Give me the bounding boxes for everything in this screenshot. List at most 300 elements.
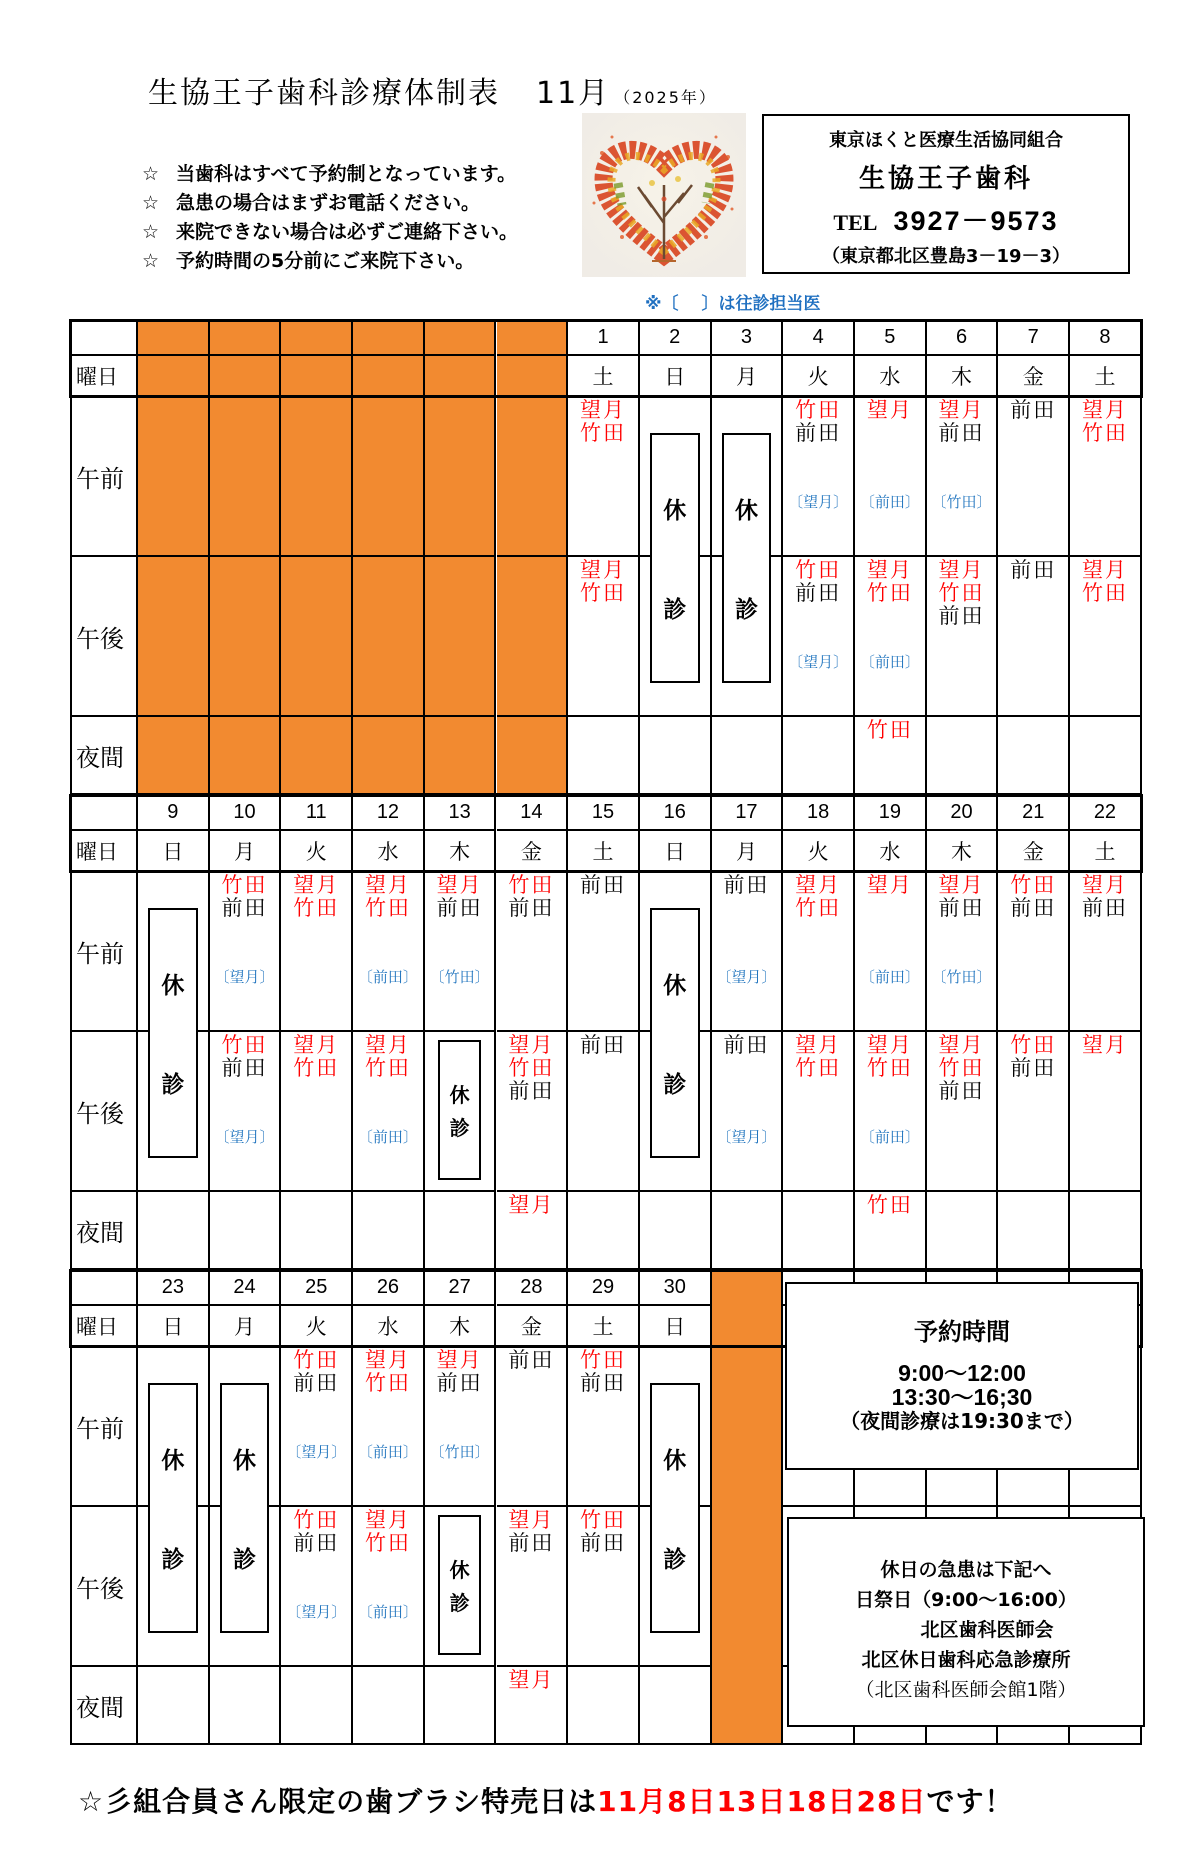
doctor-name: 前田 (580, 1033, 627, 1057)
closed-day-box (148, 908, 198, 1158)
weekday-cell: 土 (568, 831, 640, 872)
weekday-cell: 金 (497, 1306, 569, 1347)
blank-day-cell (210, 320, 282, 356)
slot-am[interactable] (353, 1347, 425, 1507)
blank-day-cell (425, 717, 497, 795)
date-cell: 23 (138, 1270, 210, 1306)
weekday-cell: 日 (640, 1306, 712, 1347)
doctor-name: 望月 (364, 1033, 411, 1057)
blank-day-cell (712, 1270, 784, 1745)
slot-night[interactable] (855, 717, 927, 795)
slot-pm[interactable] (783, 557, 855, 717)
blank-day-cell (497, 717, 569, 795)
weekday-cell: 木 (425, 1306, 497, 1347)
doctor-name: 前田 (293, 1531, 340, 1555)
doctor-name: 竹田 (580, 1508, 627, 1532)
date-cell: 13 (425, 795, 497, 831)
closed-label: 休 (663, 973, 687, 999)
notice-item: ☆ 来院できない場合は必ずご連絡下さい。 (142, 218, 518, 247)
doctor-name: 前田 (1010, 558, 1057, 582)
row-label: 午前 (70, 872, 138, 1032)
slot-am[interactable] (927, 397, 999, 557)
weekday-cell: 水 (855, 356, 927, 397)
row-label: 午後 (70, 1507, 138, 1667)
weekday-cell: 木 (927, 356, 999, 397)
clinic-address: （東京都北区豊島3－19－3） (821, 246, 1071, 267)
blank-day-cell (138, 717, 210, 795)
closed-label: 診 (663, 1547, 687, 1573)
closed-label: 休 (449, 1558, 470, 1582)
closed-day-box (722, 433, 772, 683)
tel-label: TEL (833, 210, 878, 235)
page-title: 生協王子歯科診療体制表 11月 （2025年） (148, 76, 717, 111)
slot-am[interactable] (497, 872, 569, 1032)
doctor-name: 前田 (221, 896, 268, 920)
slot-pm[interactable] (281, 1507, 353, 1667)
blank-day-cell (497, 356, 569, 397)
doctor-name: 望月 (866, 398, 913, 422)
slot-pm[interactable] (497, 1507, 569, 1667)
weekday-cell: 日 (640, 356, 712, 397)
notice-item: ☆ 急患の場合はまずお電話ください。 (142, 189, 518, 218)
slot-pm[interactable] (783, 1032, 855, 1192)
weekday-cell: 土 (568, 356, 640, 397)
housecall-doctor: 〔望月〕 (286, 1603, 347, 1621)
blank-day-cell (138, 557, 210, 717)
doctor-name: 望月 (1081, 1033, 1128, 1057)
slot-night[interactable] (855, 1192, 927, 1270)
weekday-cell: 月 (712, 831, 784, 872)
doctor-name: 前田 (938, 421, 985, 445)
weekday-cell: 水 (353, 1306, 425, 1347)
weekday-cell: 火 (281, 831, 353, 872)
doctor-name: 前田 (1081, 896, 1128, 920)
row-label: 曜日 (70, 356, 138, 397)
doctor-name: 望月 (866, 873, 913, 897)
blank-day-cell (353, 717, 425, 795)
closed-label: 休 (734, 498, 758, 524)
doctor-name: 望月 (364, 1348, 411, 1372)
doctor-name: 望月 (364, 1508, 411, 1532)
date-cell: 10 (210, 795, 282, 831)
doctor-name: 竹田 (293, 1056, 340, 1080)
holiday-line: （北区歯科医師会館1階） (855, 1679, 1077, 1701)
doctor-name: 竹田 (1010, 1033, 1057, 1057)
slot-night[interactable] (497, 1192, 569, 1270)
slot-am[interactable] (568, 872, 640, 1032)
blank-day-cell (353, 320, 425, 356)
slot-night[interactable] (568, 1192, 640, 1270)
doctor-name: 前田 (293, 1371, 340, 1395)
closed-label: 診 (449, 1116, 470, 1140)
slot-night[interactable] (927, 1192, 999, 1270)
row-label: 夜間 (70, 717, 138, 795)
slot-night[interactable] (138, 1667, 210, 1745)
sale-dates: 11月8日13日18日28日 (597, 1785, 927, 1818)
closed-day-box (650, 908, 700, 1158)
doctor-name: 前田 (938, 896, 985, 920)
doctor-name: 望月 (1081, 398, 1128, 422)
reservation-hours-am: 9:00～12:00 (898, 1360, 1026, 1386)
weekday-cell: 日 (138, 831, 210, 872)
blank-day-cell (281, 397, 353, 557)
row-label: 夜間 (70, 1667, 138, 1745)
slot-pm[interactable] (210, 1032, 282, 1192)
slot-am[interactable] (281, 872, 353, 1032)
doctor-name: 望月 (938, 398, 985, 422)
housecall-doctor: 〔前田〕 (357, 1443, 418, 1461)
date-cell: 2 (640, 320, 712, 356)
slot-night[interactable] (783, 717, 855, 795)
doctor-name: 竹田 (1010, 873, 1057, 897)
doctor-name: 前田 (580, 1531, 627, 1555)
closed-day-box (220, 1383, 270, 1633)
slot-night[interactable] (783, 1192, 855, 1270)
slot-pm[interactable] (927, 1032, 999, 1192)
doctor-name: 竹田 (866, 718, 913, 742)
date-cell: 1 (568, 320, 640, 356)
slot-night[interactable] (281, 1192, 353, 1270)
slot-am[interactable] (855, 397, 927, 557)
weekday-cell: 水 (353, 831, 425, 872)
slot-night[interactable] (568, 717, 640, 795)
housecall-doctor: 〔前田〕 (859, 653, 920, 671)
doctor-name: 望月 (938, 873, 985, 897)
closed-pm-box (438, 1040, 482, 1180)
doctor-name: 前田 (221, 1056, 268, 1080)
housecall-doctor: 〔前田〕 (859, 968, 920, 986)
date-cell: 20 (927, 795, 999, 831)
slot-am[interactable] (1070, 397, 1142, 557)
date-cell: 5 (855, 320, 927, 356)
holiday-line: 休日の急患は下記へ (880, 1559, 1052, 1581)
date-cell: 25 (281, 1270, 353, 1306)
blank-day-cell (353, 397, 425, 557)
organization-name: 東京ほくと医療生活協同組合 (829, 130, 1063, 151)
blank-day-cell (425, 356, 497, 397)
slot-pm[interactable] (1070, 1032, 1142, 1192)
doctor-name: 前田 (938, 604, 985, 628)
doctor-name: 望月 (795, 1033, 842, 1057)
closed-label: 診 (734, 597, 758, 623)
doctor-name: 竹田 (795, 558, 842, 582)
row-label: 曜日 (70, 831, 138, 872)
blank-day-cell (210, 356, 282, 397)
slot-pm[interactable] (712, 1032, 784, 1192)
doctor-name: 竹田 (508, 1056, 555, 1080)
slot-night[interactable] (1070, 1192, 1142, 1270)
housecall-doctor: 〔竹田〕 (931, 493, 992, 511)
reservation-hours-box (785, 1282, 1139, 1470)
housecall-doctor: 〔望月〕 (788, 653, 849, 671)
doctor-name: 望月 (508, 1193, 555, 1217)
heart-tree-icon (582, 113, 746, 277)
slot-night[interactable] (497, 1667, 569, 1745)
blank-day-cell (497, 557, 569, 717)
slot-pm[interactable] (998, 557, 1070, 717)
slot-pm[interactable] (927, 557, 999, 717)
doctor-name: 竹田 (866, 1193, 913, 1217)
blank-day-cell (497, 320, 569, 356)
closed-label: 診 (663, 597, 687, 623)
blank-day-cell (497, 397, 569, 557)
doctor-name: 竹田 (795, 896, 842, 920)
slot-am[interactable] (568, 397, 640, 557)
slot-am[interactable] (783, 397, 855, 557)
slot-pm[interactable] (998, 1032, 1070, 1192)
star-icon: ☆ (142, 163, 160, 185)
weekday-cell: 土 (1070, 831, 1142, 872)
closed-label: 休 (663, 1448, 687, 1474)
weekday-cell: 火 (783, 356, 855, 397)
doctor-name: 竹田 (1081, 421, 1128, 445)
doctor-name: 竹田 (293, 1508, 340, 1532)
doctor-name: 前田 (1010, 398, 1057, 422)
doctor-name: 前田 (1010, 896, 1057, 920)
slot-pm[interactable] (281, 1032, 353, 1192)
slot-night[interactable] (640, 1667, 712, 1745)
year-label: （2025年） (614, 88, 717, 107)
weekday-cell: 木 (425, 831, 497, 872)
housecall-doctor: 〔竹田〕 (931, 968, 992, 986)
slot-night[interactable] (210, 1667, 282, 1745)
date-cell: 11 (281, 795, 353, 831)
doctor-name: 望月 (293, 873, 340, 897)
date-cell: 15 (568, 795, 640, 831)
doctor-name: 竹田 (364, 896, 411, 920)
doctor-name: 竹田 (293, 1348, 340, 1372)
housecall-doctor: 〔望月〕 (214, 1128, 275, 1146)
doctor-name: 前田 (580, 873, 627, 897)
doctor-name: 竹田 (795, 398, 842, 422)
blank-day-cell (281, 557, 353, 717)
clinic-info-box (762, 114, 1130, 274)
blank-day-cell (210, 717, 282, 795)
weekday-cell: 火 (783, 831, 855, 872)
slot-night[interactable] (998, 1192, 1070, 1270)
date-cell: 21 (998, 795, 1070, 831)
slot-am[interactable] (998, 397, 1070, 557)
slot-pm[interactable] (568, 557, 640, 717)
slot-am[interactable] (568, 1347, 640, 1507)
row-label (70, 1270, 138, 1306)
date-cell: 4 (783, 320, 855, 356)
doctor-name: 望月 (866, 1033, 913, 1057)
housecall-doctor: 〔望月〕 (716, 1128, 777, 1146)
slot-night[interactable] (712, 1192, 784, 1270)
weekday-cell: 土 (1070, 356, 1142, 397)
doctor-name: 望月 (1081, 558, 1128, 582)
blank-day-cell (138, 320, 210, 356)
slot-pm[interactable] (497, 1032, 569, 1192)
date-cell: 8 (1070, 320, 1142, 356)
date-cell: 30 (640, 1270, 712, 1306)
slot-pm[interactable] (855, 557, 927, 717)
doctor-name: 竹田 (580, 1348, 627, 1372)
date-cell: 28 (497, 1270, 569, 1306)
doctor-name: 竹田 (221, 1033, 268, 1057)
blank-day-cell (425, 557, 497, 717)
clinic-phone[interactable]: TEL 3927－9573 (833, 206, 1059, 236)
weekday-cell: 金 (998, 831, 1070, 872)
holiday-line: 北区休日歯科応急診療所 (861, 1649, 1071, 1671)
holiday-line: 日祭日（9:00～16:00） (855, 1589, 1077, 1611)
row-label: 夜間 (70, 1192, 138, 1270)
slot-pm[interactable] (855, 1032, 927, 1192)
doctor-name: 望月 (293, 1033, 340, 1057)
slot-night[interactable] (1070, 717, 1142, 795)
slot-night[interactable] (353, 1192, 425, 1270)
slot-night[interactable] (138, 1192, 210, 1270)
date-cell: 24 (210, 1270, 282, 1306)
slot-am[interactable] (497, 1347, 569, 1507)
blank-day-cell (281, 356, 353, 397)
blank-day-cell (210, 397, 282, 557)
doctor-name: 前田 (508, 1531, 555, 1555)
slot-night[interactable] (640, 717, 712, 795)
slot-night[interactable] (640, 1192, 712, 1270)
blank-day-cell (210, 557, 282, 717)
closed-label: 休 (449, 1083, 470, 1107)
doctor-name: 竹田 (866, 1056, 913, 1080)
housecall-doctor: 〔竹田〕 (429, 1443, 490, 1461)
closed-day-box (650, 433, 700, 683)
housecall-doctor: 〔望月〕 (286, 1443, 347, 1461)
row-label: 曜日 (70, 1306, 138, 1347)
slot-am[interactable] (998, 872, 1070, 1032)
blank-day-cell (281, 320, 353, 356)
date-cell: 9 (138, 795, 210, 831)
housecall-doctor: 〔前田〕 (859, 493, 920, 511)
doctor-name: 前田 (723, 873, 770, 897)
slot-night[interactable] (927, 717, 999, 795)
slot-am[interactable] (425, 872, 497, 1032)
notice-item: ☆ 予約時間の5分前にご来院下さい。 (142, 247, 518, 276)
notice-list (142, 160, 518, 276)
slot-am[interactable] (425, 1347, 497, 1507)
doctor-name: 竹田 (364, 1371, 411, 1395)
slot-pm[interactable] (353, 1032, 425, 1192)
housecall-doctor: 〔前田〕 (357, 1128, 418, 1146)
date-cell: 12 (353, 795, 425, 831)
doctor-name: 前田 (938, 1079, 985, 1103)
weekday-cell: 火 (281, 1306, 353, 1347)
date-cell: 18 (783, 795, 855, 831)
closed-day-box (650, 1383, 700, 1633)
doctor-name: 竹田 (364, 1056, 411, 1080)
doctor-name: 竹田 (580, 581, 627, 605)
weekday-cell: 金 (497, 831, 569, 872)
closed-label: 休 (161, 1448, 185, 1474)
housecall-doctor: 〔望月〕 (788, 493, 849, 511)
housecall-doctor: 〔前田〕 (859, 1128, 920, 1146)
doctor-name: 竹田 (508, 873, 555, 897)
date-cell: 26 (353, 1270, 425, 1306)
blank-day-cell (353, 557, 425, 717)
doctor-name: 前田 (580, 1371, 627, 1395)
date-cell: 7 (998, 320, 1070, 356)
doctor-name: 竹田 (938, 1056, 985, 1080)
slot-night[interactable] (353, 1667, 425, 1745)
slot-night[interactable] (425, 1192, 497, 1270)
housecall-doctor: 〔前田〕 (357, 1603, 418, 1621)
weekday-cell: 水 (855, 831, 927, 872)
closed-day-box (148, 1383, 198, 1633)
weekday-cell: 月 (712, 356, 784, 397)
row-label: 午前 (70, 397, 138, 557)
row-label: 午前 (70, 1347, 138, 1507)
doctor-name: 前田 (723, 1033, 770, 1057)
toothbrush-sale-banner: ☆彡組合員さん限定の歯ブラシ特売日は11月8日13日18日28日です！ (78, 1785, 1014, 1818)
slot-night[interactable] (210, 1192, 282, 1270)
doctor-name: 竹田 (580, 421, 627, 445)
slot-night[interactable] (712, 717, 784, 795)
doctor-name: 望月 (436, 1348, 483, 1372)
doctor-name: 前田 (508, 1348, 555, 1372)
closed-label: 診 (663, 1072, 687, 1098)
doctor-name: 望月 (866, 558, 913, 582)
row-label: 午後 (70, 1032, 138, 1192)
slot-night[interactable] (998, 717, 1070, 795)
doctor-name: 前田 (508, 1079, 555, 1103)
slot-night[interactable] (281, 1667, 353, 1745)
date-cell: 14 (497, 795, 569, 831)
housecall-doctor: 〔竹田〕 (429, 968, 490, 986)
reservation-heading: 予約時間 (914, 1318, 1010, 1346)
slot-am[interactable] (1070, 872, 1142, 1032)
doctor-name: 前田 (795, 581, 842, 605)
closed-label: 休 (233, 1448, 257, 1474)
slot-am[interactable] (353, 872, 425, 1032)
slot-am[interactable] (927, 872, 999, 1032)
slot-am[interactable] (855, 872, 927, 1032)
weekday-cell: 日 (640, 831, 712, 872)
date-cell: 22 (1070, 795, 1142, 831)
doctor-name: 望月 (508, 1033, 555, 1057)
closed-label: 診 (449, 1591, 470, 1615)
reservation-hours-pm: 13:30～16;30 (891, 1384, 1033, 1410)
doctor-name: 竹田 (1081, 581, 1128, 605)
slot-pm[interactable] (568, 1507, 640, 1667)
star-icon: ☆ (142, 250, 160, 272)
doctor-name: 望月 (364, 873, 411, 897)
slot-am[interactable] (210, 872, 282, 1032)
slot-night[interactable] (568, 1667, 640, 1745)
slot-pm[interactable] (353, 1507, 425, 1667)
doctor-name: 竹田 (364, 1531, 411, 1555)
slot-pm[interactable] (568, 1032, 640, 1192)
date-cell: 16 (640, 795, 712, 831)
slot-pm[interactable] (1070, 557, 1142, 717)
doctor-name: 竹田 (795, 1056, 842, 1080)
slot-night[interactable] (425, 1667, 497, 1745)
blank-day-cell (353, 356, 425, 397)
slot-am[interactable] (281, 1347, 353, 1507)
date-cell: 17 (712, 795, 784, 831)
blank-day-cell (425, 397, 497, 557)
slot-am[interactable] (783, 872, 855, 1032)
date-cell: 29 (568, 1270, 640, 1306)
blank-day-cell (138, 397, 210, 557)
doctor-name: 望月 (938, 558, 985, 582)
weekday-cell: 金 (998, 356, 1070, 397)
blank-day-cell (281, 717, 353, 795)
doctor-name: 望月 (580, 398, 627, 422)
slot-am[interactable] (712, 872, 784, 1032)
holiday-line: 北区歯科医師会 (920, 1619, 1054, 1641)
clinic-name: 生協王子歯科 (858, 164, 1033, 194)
weekday-cell: 木 (927, 831, 999, 872)
